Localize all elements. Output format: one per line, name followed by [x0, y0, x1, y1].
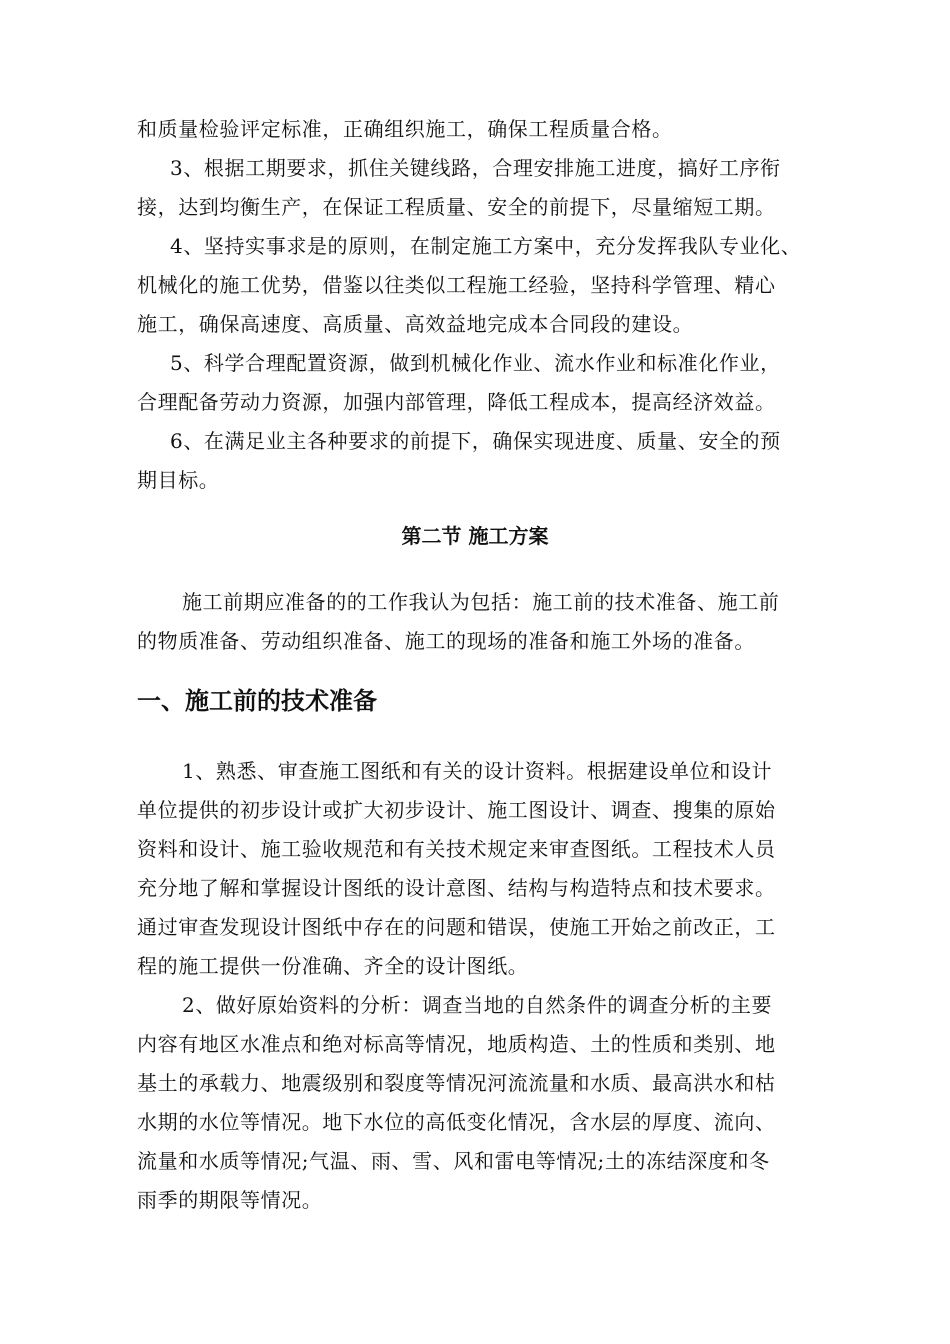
- text-line: 5、科学合理配置资源，做到机械化作业、流水作业和标准化作业，: [170, 351, 781, 375]
- body-line: 程的施工提供一份准确、齐全的设计图纸。: [137, 954, 529, 978]
- intro-line: 的物质准备、劳动组织准备、施工的现场的准备和施工外场的准备。: [137, 629, 755, 653]
- text-line: 3、根据工期要求，抓住关键线路，合理安排施工进度，搞好工序衔: [170, 156, 781, 180]
- text-line: 施工，确保高速度、高质量、高效益地完成本合同段的建设。: [137, 312, 694, 336]
- body-line: 2、做好原始资料的分析：调查当地的自然条件的调查分析的主要: [182, 993, 773, 1017]
- body-line: 资料和设计、施工验收规范和有关技术规定来审查图纸。工程技术人员: [137, 837, 776, 861]
- text-line: 机械化的施工优势，借鉴以往类似工程施工经验，坚持科学管理、精心: [137, 273, 776, 297]
- body-line: 单位提供的初步设计或扩大初步设计、施工图设计、调查、搜集的原始: [137, 798, 776, 822]
- section-heading: 一、施工前的技术准备: [137, 687, 377, 715]
- text-line: 4、坚持实事求是的原则，在制定施工方案中，充分发挥我队专业化、: [170, 234, 802, 258]
- text-line: 合理配备劳动力资源，加强内部管理，降低工程成本，提高经济效益。: [137, 390, 776, 414]
- text-line: 6、在满足业主各种要求的前提下，确保实现进度、质量、安全的预: [170, 429, 781, 453]
- body-line: 基土的承载力、地震级别和裂度等情况河流流量和水质、最高洪水和枯: [137, 1071, 776, 1095]
- body-line: 充分地了解和掌握设计图纸的设计意图、结构与构造特点和技术要求。: [137, 876, 776, 900]
- body-line: 1、熟悉、审查施工图纸和有关的设计资料。根据建设单位和设计: [182, 759, 773, 783]
- body-line: 通过审查发现设计图纸中存在的问题和错误，使施工开始之前改正，工: [137, 915, 776, 939]
- body-line: 内容有地区水准点和绝对标高等情况，地质构造、土的性质和类别、地: [137, 1032, 776, 1056]
- text-line: 接，达到均衡生产，在保证工程质量、安全的前提下，尽量缩短工期。: [137, 195, 776, 219]
- intro-line: 施工前期应准备的的工作我认为包括：施工前的技术准备、施工前: [182, 590, 780, 614]
- text-line: 和质量检验评定标准，正确组织施工，确保工程质量合格。: [137, 117, 673, 141]
- body-line: 雨季的期限等情况。: [137, 1188, 323, 1212]
- body-line: 水期的水位等情况。地下水位的高低变化情况，含水层的厚度、流向、: [137, 1110, 776, 1134]
- section-title: 第二节 施工方案: [401, 524, 549, 548]
- body-line: 流量和水质等情况;气温、雨、雪、风和雷电等情况;土的冻结深度和冬: [137, 1149, 770, 1173]
- text-line: 期目标。: [137, 468, 220, 492]
